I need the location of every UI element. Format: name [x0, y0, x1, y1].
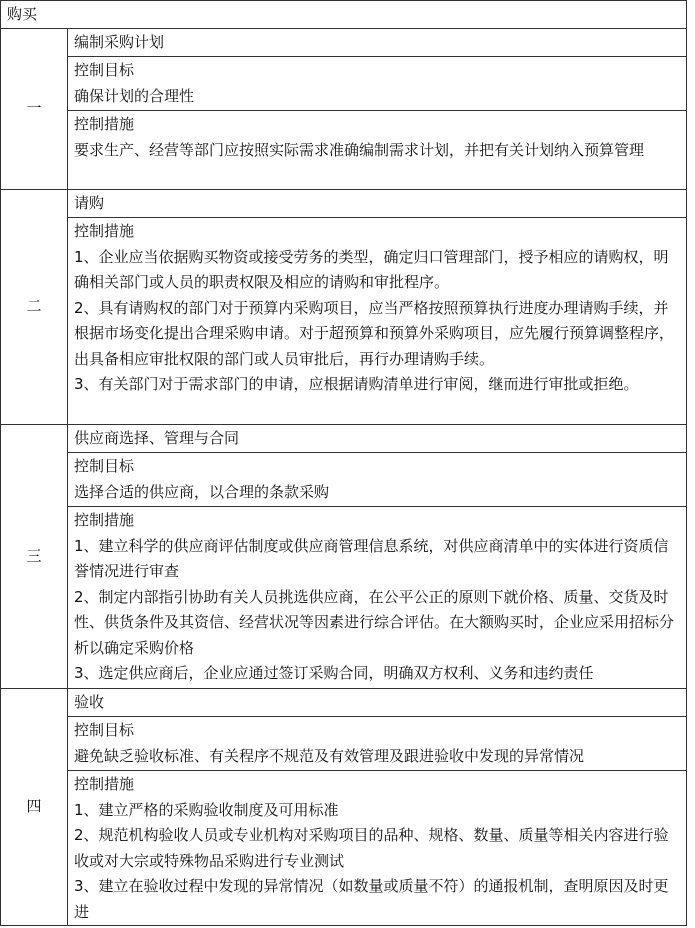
table-title: [1, 1, 687, 29]
section-2-measure-3: 3、有关部门对于需求部门的申请，应根据请购清单进行审阅，继而进行审批或拒绝。: [74, 375, 639, 393]
section-4-heading-row: [1, 689, 687, 717]
section-4-number: 四: [1, 689, 68, 926]
section-3-goal-label: 控制目标: [74, 457, 135, 475]
section-1-measure-1: 要求生产、经营等部门应按照实际需求准确编制需求计划，并把有关计划纳入预算管理: [74, 140, 645, 159]
section-1-measures-label: 控制措施: [74, 115, 135, 133]
section-1-goal-text: 确保计划的合理性: [74, 86, 195, 105]
section-2-measures-label: 控制措施: [74, 222, 135, 240]
section-3-measures-row: [1, 507, 687, 689]
section-3-heading: [68, 425, 687, 453]
section-4-measure-3: 3、建立在验收过程中发现的异常情况（如数量或质量不符）的通报机制，查明原因及时更进: [74, 877, 669, 921]
section-4-goal: [68, 717, 687, 771]
section-3-measure-3: 3、选定供应商后，企业应通过签订采购合同，明确双方权利、义务和违约责任: [74, 664, 594, 682]
section-2-measure-1: 1、企业应当依据购买物资或接受劳务的类型，确定归口管理部门，授予相应的请购权，明确相关部门或人员的职责权限及相应的请购和审批程序。: [74, 247, 669, 291]
section-3-heading-row: [1, 425, 687, 453]
table-title-text: 购买: [7, 5, 38, 23]
section-1-goal-label: 控制目标: [74, 61, 135, 79]
section-2-measure-2: 2、具有请购权的部门对于预算内采购项目，应当严格按照预算执行进度办理请购手续，并根据市场变化提出合理采购申请。对于超预算和预算外采购项目，应先履行预算调整程序，出具备相应审批权限的部门或人员审批后，再行办理请购手续。: [74, 298, 675, 368]
section-2-heading-row: [1, 190, 687, 218]
section-1-measures: [68, 111, 687, 190]
section-4-measures-row: [1, 771, 687, 926]
section-3-measures-label: 控制措施: [74, 511, 135, 529]
section-2-heading: [68, 190, 687, 218]
section-1-number: 一: [1, 29, 68, 190]
section-3-number: 三: [1, 425, 68, 689]
table-title-row: [1, 1, 687, 29]
section-4-measure-2: 2、规范机构验收人员或专业机构对采购项目的品种、规格、数量、质量等相关内容进行验收或对大宗或特殊物品采购进行专业测试: [74, 826, 669, 870]
section-2-measures: [68, 218, 687, 425]
section-4-goal-text: 避免缺乏验收标准、有关程序不规范及有效管理及跟进验收中发现的异常情况: [74, 746, 585, 765]
section-3-goal-text: 选择合适的供应商，以合理的条款采购: [74, 482, 330, 501]
section-4-measure-1: 1、建立严格的采购验收制度及可用标准: [74, 800, 339, 819]
section-4-heading-text: 验收: [74, 693, 105, 711]
section-4-goal-label: 控制目标: [74, 721, 135, 739]
section-4-heading: [68, 689, 687, 717]
section-2-heading-text: 请购: [74, 194, 105, 212]
section-4-measures: [68, 771, 687, 926]
section-1-goal-row: [1, 57, 687, 111]
section-3-goal-row: [1, 453, 687, 507]
section-3-measures: [68, 507, 687, 689]
section-3-measure-1: 1、建立科学的供应商评估制度或供应商管理信息系统，对供应商清单中的实体进行资质信誉情况进行审查: [74, 536, 669, 580]
section-4-measures-label: 控制措施: [74, 775, 135, 793]
section-1-measures-row: [1, 111, 687, 190]
section-1-heading-text: 编制采购计划: [74, 33, 165, 51]
section-2-number: 二: [1, 190, 68, 425]
section-1-heading-row: [1, 29, 687, 57]
section-3-measure-2: 2、制定内部指引协助有关人员挑选供应商，在公平公正的原则下就价格、质量、交货及时性、供货条件及其资信、经营状况等因素进行综合评估。在大额购买时，企业应采用招标分析以确定采购价格: [74, 587, 675, 657]
section-1-heading: [68, 29, 687, 57]
section-4-goal-row: [1, 717, 687, 771]
section-1-goal: [68, 57, 687, 111]
section-3-heading-text: 供应商选择、管理与合同: [74, 429, 240, 447]
section-3-goal: [68, 453, 687, 507]
section-2-measures-row: [1, 218, 687, 425]
